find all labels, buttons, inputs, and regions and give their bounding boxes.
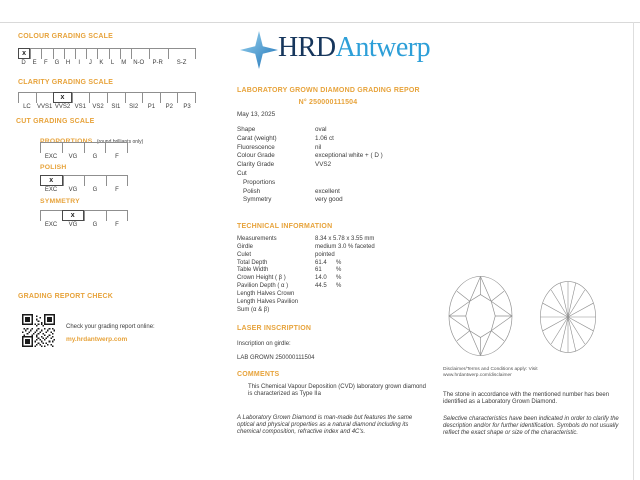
table-row: Crown Height ( β ) 14.0 %: [237, 275, 342, 282]
polish-scale-mark: x: [40, 175, 63, 186]
table-row: Table Width 61 %: [237, 267, 342, 274]
report-check-title: GRADING REPORT CHECK: [18, 293, 114, 300]
comments-note: A Laboratory Grown Diamond is man-made but features the same optical and physical properties as a natural diamond including its chemical composition, refractive index and 4C's.: [237, 415, 413, 436]
table-row: Colour Grade exceptional white + ( D ): [237, 152, 383, 160]
selective-characteristics-note: Selective characteristics have been indicated in order to clarify the description and/or for further identification. Symbols do not usually reflect the exact shape or size of the characteristic.: [443, 416, 619, 437]
report-check-link[interactable]: my.hrdantwerp.com: [66, 336, 128, 343]
technical-table: [237, 236, 427, 314]
hrd-star-icon: [240, 31, 278, 69]
hrd-logo: [278, 32, 430, 64]
table-row: Measurements 8.34 x 5.78 x 3.55 mm: [237, 236, 375, 242]
diamond-pavilion-diagram: [538, 277, 598, 357]
colour-scale-bar: [18, 48, 196, 59]
colour-scale-mark: x: [18, 48, 30, 59]
laser-inscription-value: LAB GROWN 250000111504: [237, 355, 315, 361]
photo-edge-top: [0, 22, 640, 23]
technical-title: TECHNICAL INFORMATION: [237, 223, 333, 230]
table-row: Girdle medium 3.0 % faceted: [237, 243, 375, 250]
table-row: Shape oval: [237, 126, 327, 133]
clarity-scale-title: CLARITY GRADING SCALE: [18, 79, 114, 86]
proportions-scale: EXC VG G F: [40, 142, 128, 160]
logo-text-hrd: HRD: [278, 32, 336, 63]
table-row: Culet pointed: [237, 251, 335, 258]
proportions-note: (round brilliants only): [96, 139, 144, 145]
table-row: Pavilion Depth ( α ) 44.5 %: [237, 283, 342, 290]
clarity-scale-labels: LC VVS1 VVS2 VS1 VS2 SI1 SI2 P1 P2 P3: [23, 104, 191, 110]
comments-text: This Chemical Vapour Deposition (CVD) laboratory grown diamond is characterized as Type IIa: [248, 384, 426, 398]
table-row: Sum (α & β): [237, 306, 270, 313]
diagram-disclaimer: Disclaimer/Terms and Conditions apply: Visit www.hrdantwerp.com/disclaimer: [443, 367, 538, 378]
diamond-crown-diagram: [447, 274, 514, 358]
proportions-title: PROPORTIONS: [40, 138, 93, 145]
table-row: Total Depth 61.4 %: [237, 259, 342, 266]
colour-scale: [18, 48, 196, 66]
table-row: Proportions: [243, 178, 276, 186]
colour-scale-title: COLOUR GRADING SCALE: [18, 33, 113, 40]
laser-title: LASER INSCRIPTION: [237, 325, 312, 332]
report-check-prompt: Check your grading report online:: [66, 324, 155, 330]
stone-identification-note: The stone in accordance with the mentioned number has been identified as a Laboratory Grown Diamond.: [443, 392, 610, 406]
clarity-scale-bar: [18, 92, 196, 103]
report-title: LABORATORY GROWN DIAMOND GRADING REPOR: [237, 87, 420, 94]
table-row: Polish excellent: [243, 187, 340, 195]
symmetry-title: SYMMETRY: [40, 198, 80, 205]
summary-table: [237, 126, 427, 205]
table-row: Length Halves Crown: [237, 290, 295, 297]
qr-code: [22, 314, 55, 347]
table-row: Carat (weight) 1.06 ct: [237, 134, 334, 142]
polish-scale: x EXC VG G F: [40, 175, 128, 193]
table-row: Symmetry very good: [243, 196, 343, 204]
laser-prompt: Inscription on girdle:: [237, 341, 291, 347]
comments-title: COMMENTS: [237, 371, 280, 378]
polish-title: POLISH: [40, 164, 67, 171]
symmetry-scale: x EXC VG G F: [40, 210, 128, 228]
table-row: Fluorescence nil: [237, 143, 322, 151]
logo-text-antwerp: Antwerp: [335, 32, 431, 63]
colour-scale-labels: D E F G H I J K L M N-O P-R S-Z: [21, 60, 187, 66]
clarity-scale-mark: x: [53, 92, 72, 103]
cut-scale-title: CUT GRADING SCALE: [16, 118, 95, 125]
photo-edge-right: [633, 22, 634, 480]
table-row: Cut: [237, 169, 247, 177]
report-number: N° 250000111504: [298, 99, 358, 106]
table-row: Length Halves Pavilion: [237, 298, 299, 305]
clarity-scale: [18, 92, 196, 110]
symmetry-scale-mark: x: [62, 210, 85, 221]
report-date: May 13, 2025: [237, 111, 276, 118]
table-row: Clarity Grade VVS2: [237, 161, 332, 169]
